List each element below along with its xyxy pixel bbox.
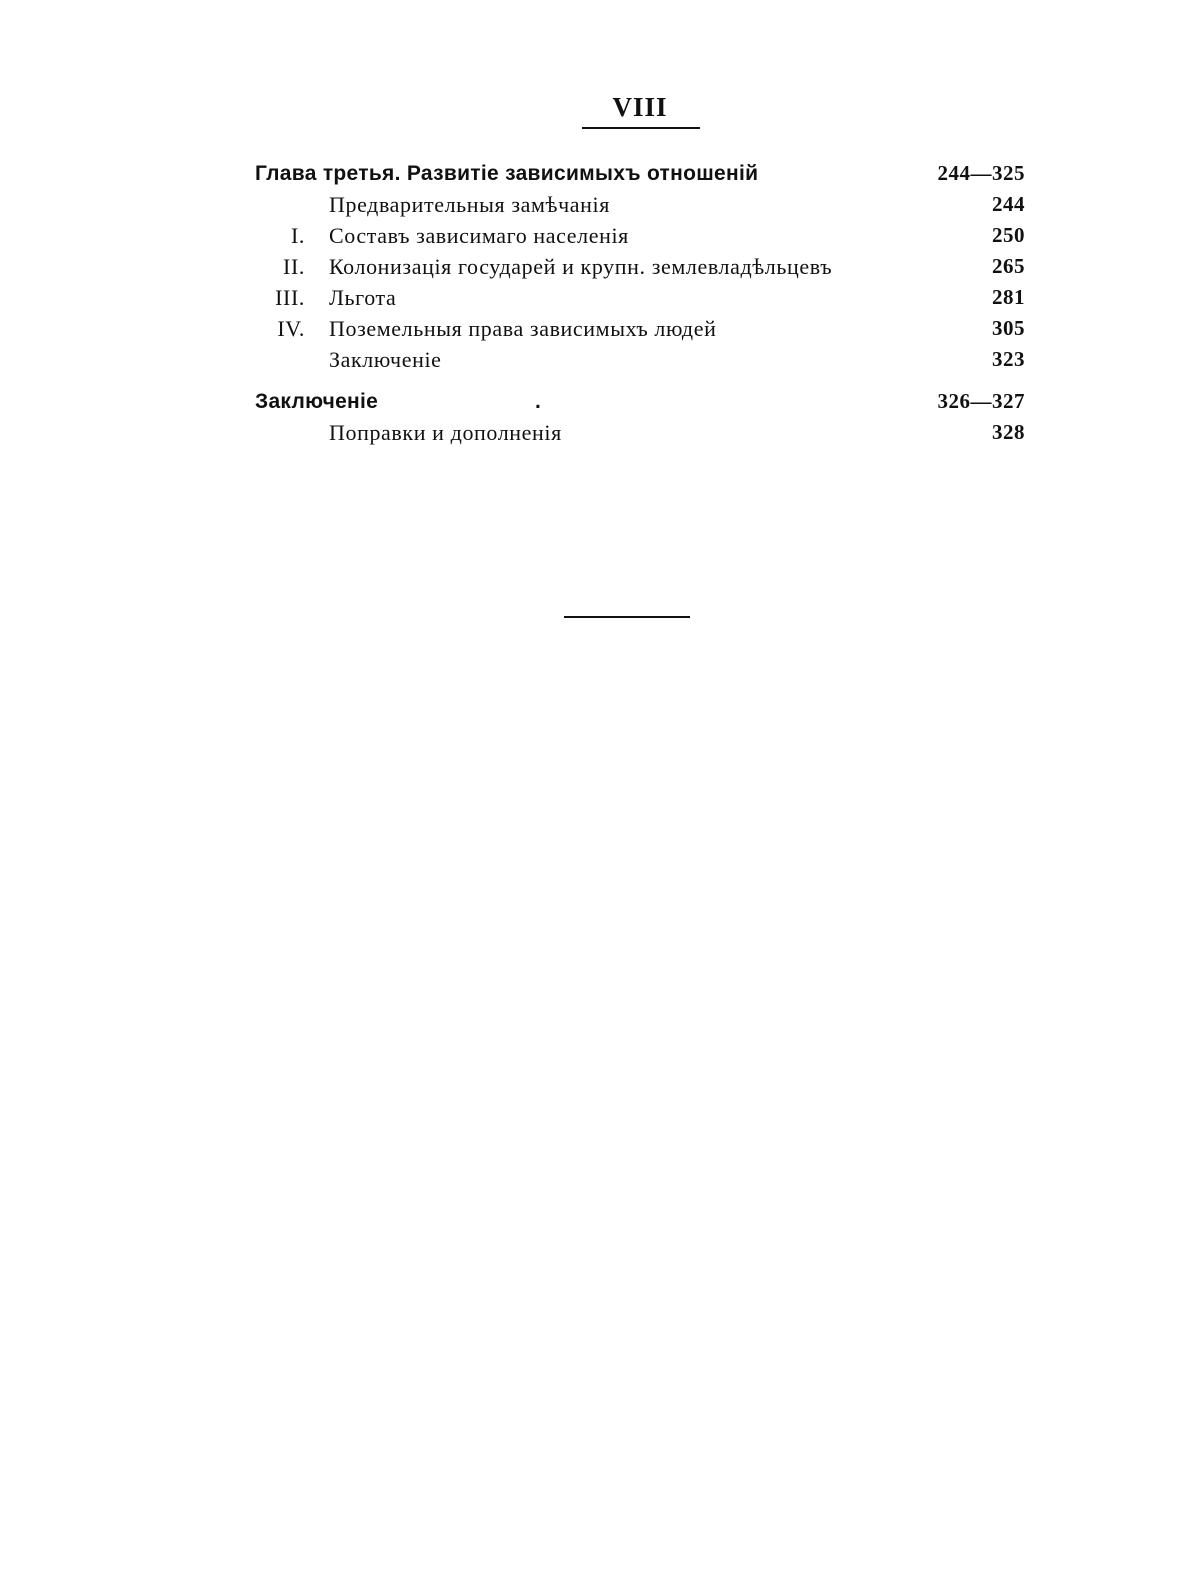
toc-entry-numeral: IV. [277,316,305,341]
toc-entry-numeral: II. [283,254,305,279]
toc-entry-title: Льгота [329,285,397,310]
toc-entry-page: 328 [992,420,1025,444]
toc-entry-numeral: I. [290,223,305,248]
toc-entry [255,344,1025,375]
toc-entry-page: 265 [992,254,1025,278]
toc-chapter-heading [255,158,1025,189]
page-number: VIII [612,92,668,122]
header-rule [582,127,700,129]
table-of-contents [255,158,1025,448]
toc-entry [255,417,1025,448]
toc-entry-title: Заключеніе [329,347,442,372]
toc-entry-page: 323 [992,347,1025,371]
toc-entry-page: 281 [992,285,1025,309]
toc-stray-mark: . [535,390,542,413]
toc-entry-title: Поправки и дополненія [329,420,562,445]
toc-entry-page: 244 [992,192,1025,216]
toc-chapter-pages: 244—325 [937,161,1025,185]
toc-entry-title: Составъ зависимаго населенія [329,223,629,248]
toc-entry-page: 305 [992,316,1025,340]
end-rule [564,616,690,618]
toc-entry [255,313,1025,344]
toc-entry-title: Поземельныя права зависимыхъ людей [329,316,717,341]
toc-conclusion-heading [255,386,1025,417]
toc-chapter-title: Глава третья. Развитіе зависимыхъ отношеній [255,162,759,185]
toc-entry [255,282,1025,313]
toc-entry-numeral: III. [275,285,305,310]
toc-conclusion-pages: 326—327 [937,389,1025,413]
toc-entry-title: Колонизація государей и крупн. землевладѣльцевъ [329,254,833,279]
toc-entry-title: Предварительныя замѣчанія [329,192,610,217]
toc-entry-page: 250 [992,223,1025,247]
toc-entry [255,189,1025,220]
toc-entry [255,251,1025,282]
toc-conclusion-title: Заключеніе [255,390,379,413]
toc-entry [255,220,1025,251]
